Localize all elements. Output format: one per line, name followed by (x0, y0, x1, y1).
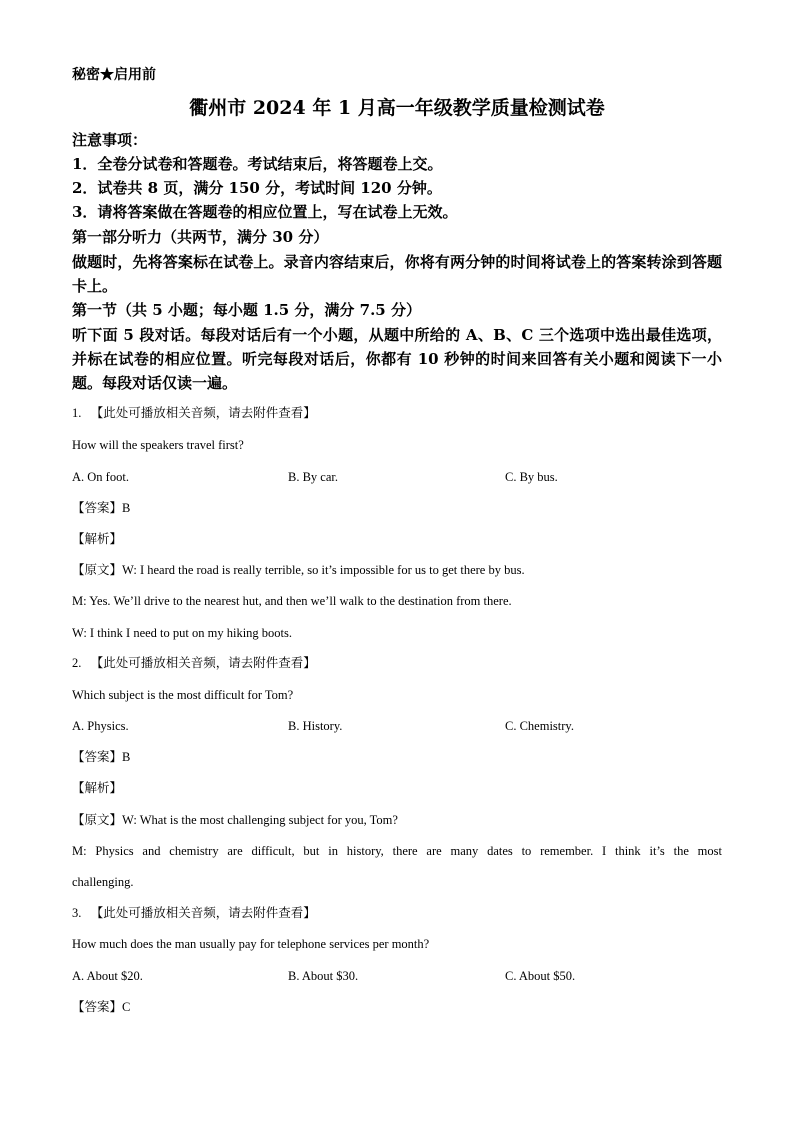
option-c: C. About $50. (505, 969, 576, 983)
option-a: A. On foot. (72, 470, 129, 484)
part1-heading: 第一部分听力（共两节，满分 30 分） (72, 228, 329, 246)
transcript-text: W: I heard the road is really terrible, so it’s impossible for us to get there by bus. (122, 563, 525, 577)
question-stem: Which subject is the most difficult for Tom? (72, 688, 294, 702)
notice-item: 2．试卷共 8 页，满分 150 分，考试时间 120 分钟。 (72, 179, 442, 197)
answer-label: 【答案】 (72, 1000, 123, 1014)
answer-label: 【答案】 (72, 501, 123, 515)
question-number: 2. (72, 656, 82, 670)
audio-placeholder[interactable]: 【此处可播放相关音频，请去附件查看】 (90, 906, 316, 920)
option-c: C. Chemistry. (505, 719, 574, 733)
answer-value: C (122, 1000, 131, 1014)
option-c: C. By bus. (505, 470, 558, 484)
section1-heading: 第一节（共 5 小题；每小题 1.5 分，满分 7.5 分） (72, 301, 421, 319)
transcript-label: 【原文】 (72, 813, 123, 827)
analysis-label: 【解析】 (72, 781, 123, 795)
transcript-line (72, 812, 398, 828)
question-number: 1. (72, 406, 82, 420)
option-b: B. About $30. (288, 969, 359, 983)
option-a: A. Physics. (72, 719, 129, 733)
option-a: A. About $20. (72, 969, 143, 983)
part1-instruction: 做题时，先将答案标在试卷上。录音内容结束后，你将有两分钟的时间将试卷上的答案转涂到答题卡上。 (72, 253, 722, 295)
option-b: B. History. (288, 719, 343, 733)
transcript-label: 【原文】 (72, 563, 123, 577)
question-audio-line (72, 405, 316, 421)
transcript-text: challenging. (72, 875, 134, 889)
answer-line (72, 500, 130, 516)
question-audio-line (72, 655, 316, 671)
question-number: 3. (72, 906, 82, 920)
notice-item: 1．全卷分试卷和答题卷。考试结束后，将答题卷上交。 (72, 155, 443, 173)
question-stem: How much does the man usually pay for telephone services per month? (72, 937, 430, 951)
answer-value: B (122, 501, 131, 515)
question-stem: How will the speakers travel first? (72, 438, 244, 452)
transcript-text: W: What is the most challenging subject for you, Tom? (122, 813, 398, 827)
transcript-text: W: I think I need to put on my hiking boots. (72, 626, 293, 640)
answer-line (72, 749, 130, 765)
analysis-label: 【解析】 (72, 532, 123, 546)
answer-value: B (122, 750, 131, 764)
audio-placeholder[interactable]: 【此处可播放相关音频，请去附件查看】 (90, 656, 316, 670)
section1-instruction: 听下面 5 段对话。每段对话后有一个小题，从题中所给的 A、B、C 三个选项中选出最佳选项，并标在试卷的相应位置。听完每段对话后，你都有 10 秒钟的时间来回答有关小题和阅读下一小题。每段对话仅读一遍。 (72, 326, 722, 392)
question-audio-line (72, 905, 316, 921)
audio-placeholder[interactable]: 【此处可播放相关音频，请去附件查看】 (90, 406, 316, 420)
exam-title: 衢州市 2024 年 1 月高一年级教学质量检测试卷 (189, 97, 605, 119)
answer-label: 【答案】 (72, 750, 123, 764)
transcript-line (72, 562, 525, 578)
confidential-label: 秘密★启用前 (72, 67, 156, 83)
transcript-text: M: Yes. We’ll drive to the nearest hut, and then we’ll walk to the destination from there. (72, 594, 512, 608)
transcript-text: M: Physics and chemistry are difficult, but in history, there are many dates to remember. I think it’s the most (72, 844, 722, 858)
notice-item: 3．请将答案做在答题卷的相应位置上，写在试卷上无效。 (72, 203, 458, 221)
notice-heading: 注意事项： (72, 131, 148, 149)
option-b: B. By car. (288, 470, 338, 484)
answer-line (72, 999, 130, 1015)
